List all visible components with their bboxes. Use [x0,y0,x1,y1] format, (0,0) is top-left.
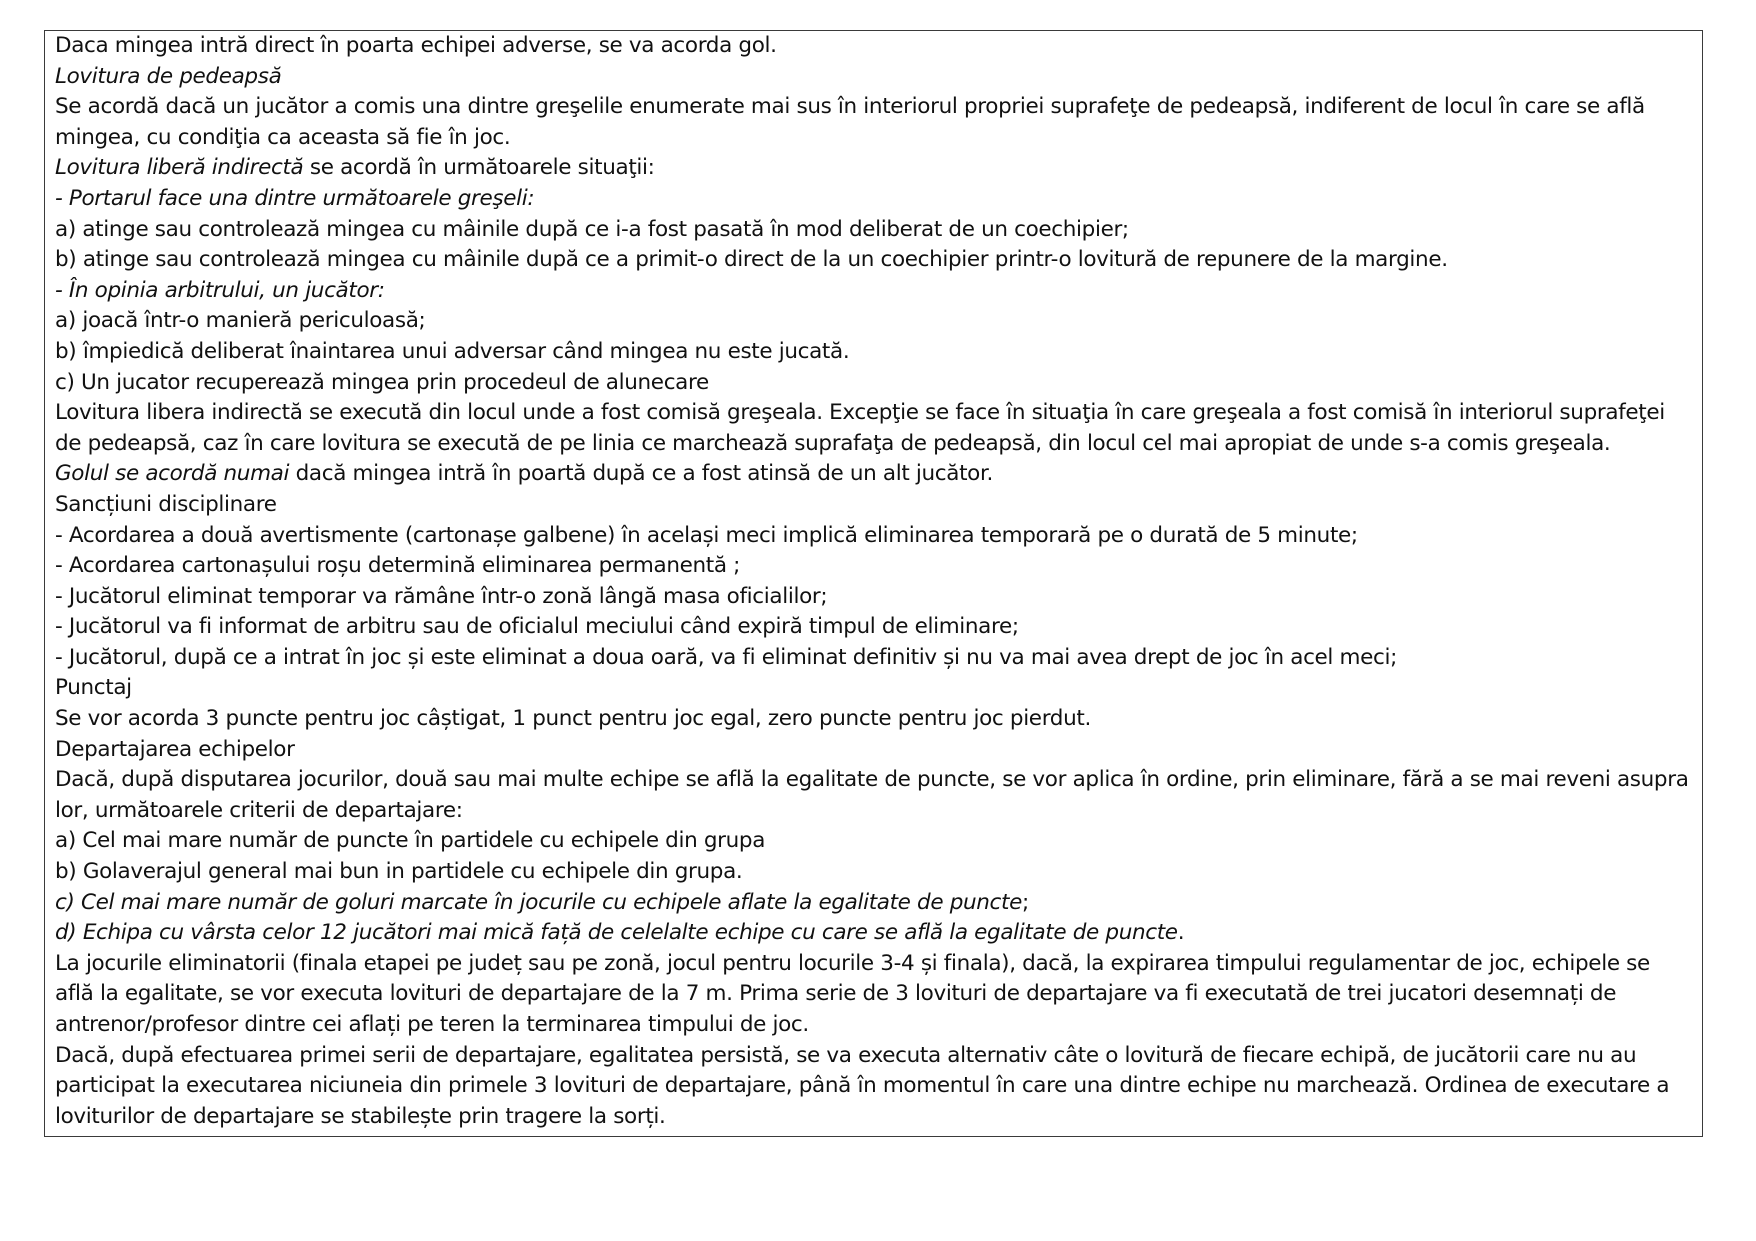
text-segment: Departajarea echipelor [55,736,295,762]
text-line [55,826,1688,857]
text-segment: Se acordă dacă un jucător a comis una dintre greşelile enumerate mai sus în interiorul propriei suprafeţe de pedeapsă, indiferent de locul în care se află [55,94,1645,120]
document-text-box [44,30,1703,1137]
text-segment: Punctaj [55,675,132,701]
text-segment: c) Un jucator recuperează mingea prin procedeul de alunecare [55,369,709,395]
text-segment: - Acordarea cartonașului roșu determină eliminarea permanentă ; [55,553,741,579]
text-segment: loviturilor de departajare se stabilește prin tragere la sorți. [55,1103,666,1129]
text-line [55,643,1688,674]
text-line [55,735,1688,766]
text-segment: Lovitura libera indirectă se execută din locul unde a fost comisă greşeala. Excepţie se face în situaţia în care greşeala a fost comisă în interiorul suprafeţei [55,400,1665,426]
text-line [55,245,1688,276]
text-line [55,123,1688,154]
text-segment: Se vor acorda 3 puncte pentru joc câștigat, 1 punct pentru joc egal, zero puncte pentru joc pierdut. [55,706,1091,732]
italic-text-segment: - Portarul face una dintre următoarele greşeli: [55,185,535,211]
text-segment: - Jucătorul, după ce a intrat în joc și este eliminat a doua oară, va fi eliminat definitiv și nu va mai avea drept de joc în acel meci; [55,644,1397,670]
text-segment: Dacă, după disputarea jocurilor, două sau mai multe echipe se află la egalitate de puncte, se vor aplica în ordine, prin eliminare, fără a se mai reveni asupra [55,767,1689,793]
italic-text-segment: Lovitura liberă indirectă [55,155,304,181]
text-line [55,551,1688,582]
text-line [55,337,1688,368]
text-segment: ; [1021,889,1029,915]
text-segment: dacă mingea intră în poartă după ce a fost atinsă de un alt jucător. [289,461,993,487]
text-segment: de pedeapsă, caz în care lovitura se execută de pe linia ce marchează suprafaţa de pedeapsă, din locul cel mai apropiat de unde s-a comis greşeala. [55,430,1611,456]
text-line [55,215,1688,246]
text-line [55,62,1688,93]
italic-text-segment: Lovitura de pedeapsă [55,63,282,89]
text-line [55,1102,1688,1133]
text-segment: a) atinge sau controlează mingea cu mâinile după ce i-a fost pasată în mod deliberat de un coechipier; [55,216,1129,242]
text-line [55,918,1688,949]
text-line [55,306,1688,337]
text-line [55,888,1688,919]
text-segment: - Jucătorul eliminat temporar va rămâne într-o zonă lângă masa oficialilor; [55,583,828,609]
text-line [55,979,1688,1010]
text-segment: . [1177,920,1185,946]
text-line [55,949,1688,980]
text-line [55,459,1688,490]
text-line [55,429,1688,460]
text-line [55,857,1688,888]
text-line [55,92,1688,123]
text-segment: mingea, cu condiţia ca aceasta să fie în joc. [55,124,511,150]
text-line [55,1010,1688,1041]
italic-text-segment: d) Echipa cu vârsta celor 12 jucători mai mică față de celelalte echipe cu care se află la egalitate de puncte [55,920,1178,946]
text-line [55,490,1688,521]
text-line [55,704,1688,735]
text-segment: b) Golaverajul general mai bun in partidele cu echipele din grupa. [55,859,743,885]
text-segment: Dacă, după efectuarea primei serii de departajare, egalitatea persistă, se va executa alternativ câte o lovitură de fiecare echipă, de jucătorii care nu au [55,1042,1637,1068]
text-line [55,398,1688,429]
text-segment: a) joacă într-o manieră periculoasă; [55,308,426,334]
text-segment: b) împiedică deliberat înaintarea unui adversar când mingea nu este jucată. [55,338,850,364]
text-segment: La jocurile eliminatorii (finala etapei pe județ sau pe zonă, jocul pentru locurile 3-4 și finala), dacă, la expirarea timpului regulamentar de joc, echipele se [55,950,1650,976]
text-line [55,521,1688,552]
text-segment: Sancțiuni disciplinare [55,491,277,517]
text-segment: Daca mingea intră direct în poarta echipei adverse, se va acorda gol. [55,33,777,58]
text-line [55,673,1688,704]
text-segment: - Jucătorul va fi informat de arbitru sau de oficialul meciului când expiră timpul de eliminare; [55,614,1019,640]
text-line [55,612,1688,643]
text-segment: b) atinge sau controlează mingea cu mâinile după ce a primit-o direct de la un coechipier printr-o lovitură de repunere de la margine. [55,247,1448,273]
text-line [55,368,1688,399]
text-line [55,1071,1688,1102]
text-line [55,1041,1688,1072]
text-segment: - Acordarea a două avertismente (cartonașe galbene) în același meci implică eliminarea temporară pe o durată de 5 minute; [55,522,1358,548]
italic-text-segment: Golul se acordă numai [55,461,290,487]
italic-text-segment: c) Cel mai mare număr de goluri marcate în jocurile cu echipele aflate la egalitate de puncte [55,889,1022,915]
text-segment: se acordă în următoarele situaţii: [303,155,655,181]
text-segment: lor, următoarele criterii de departajare: [55,797,463,823]
text-segment: a) Cel mai mare număr de puncte în partidele cu echipele din grupa [55,828,766,854]
text-line [55,276,1688,307]
text-line [55,184,1688,215]
text-line [55,153,1688,184]
text-line [55,765,1688,796]
text-line [55,582,1688,613]
text-line [55,31,1688,62]
text-segment: află la egalitate, se vor executa lovituri de departajare de la 7 m. Prima serie de 3 lovituri de departajare va fi executată de trei jucatori desemnați de [55,981,1617,1007]
italic-text-segment: - În opinia arbitrului, un jucător: [55,277,385,303]
text-segment: antrenor/profesor dintre cei aflați pe teren la terminarea timpului de joc. [55,1012,809,1037]
text-segment: participat la executarea niciuneia din primele 3 lovituri de departajare, până în momentul în care una dintre echipe nu marchează. Ordinea de executare a [55,1073,1670,1099]
text-line [55,796,1688,827]
